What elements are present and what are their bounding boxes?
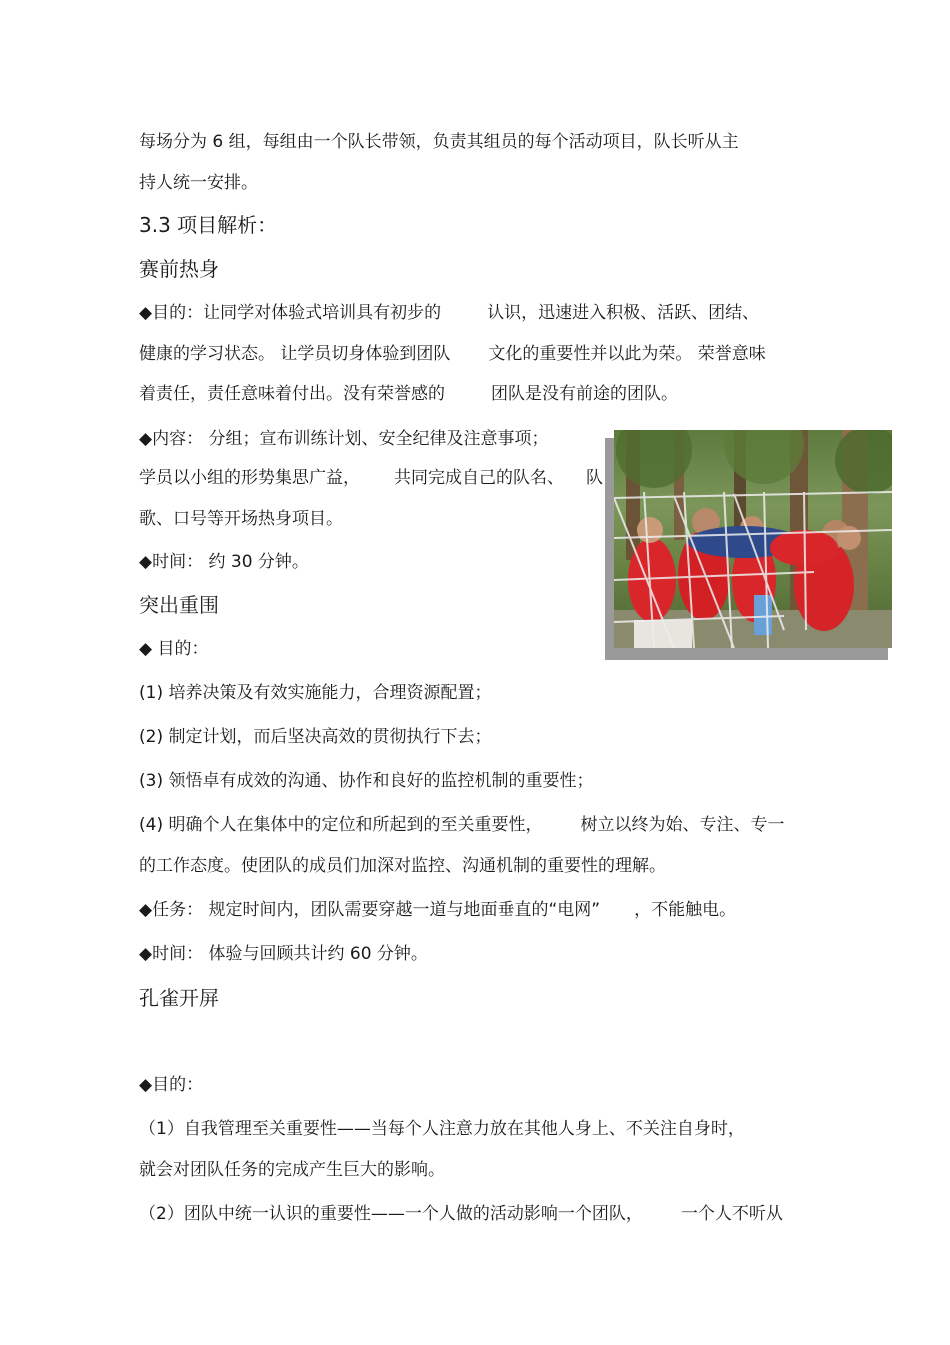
breakout-item-4a: (4) 明确个人在集体中的定位和所起到的至关重要性， bbox=[139, 815, 543, 835]
breakout-item-4-line-2: 的工作态度。使团队的成员们加深对监控、沟通机制的重要性的理解。 bbox=[139, 856, 666, 876]
warmup-goal-1b: 认识，迅速进入积极、活跃、团结、 bbox=[487, 303, 760, 323]
peacock-item-2a: （2）团队中统一认识的重要性——一个人做的活动影响一个团队， bbox=[139, 1204, 643, 1224]
warmup-goal-3b: 团队是没有前途的团队。 bbox=[491, 384, 678, 404]
team-net-photo bbox=[614, 430, 892, 648]
warmup-title: 赛前热身 bbox=[139, 257, 219, 281]
breakout-title: 突出重围 bbox=[139, 593, 219, 617]
warmup-goal-2b: 文化的重要性并以此为荣。 荣誉意味 bbox=[488, 344, 766, 364]
warmup-goal-line-3 bbox=[139, 383, 678, 405]
warmup-content-line-3: 歌、口号等开场热身项目。 bbox=[139, 509, 343, 529]
warmup-content-2b: 共同完成自己的队名、 bbox=[394, 468, 564, 488]
intro-line-2: 持人统一安排。 bbox=[139, 173, 258, 193]
peacock-item-2b: 一个人不听从 bbox=[680, 1204, 783, 1224]
warmup-goal-1a: ◆目的：让同学对体验式培训具有初步的 bbox=[139, 303, 442, 323]
breakout-task-a: ◆任务： 规定时间内，团队需要穿越一道与地面垂直的“电网” bbox=[139, 900, 601, 920]
warmup-goal-line-2 bbox=[139, 343, 766, 365]
breakout-task bbox=[139, 899, 736, 921]
warmup-content-line-1: ◆内容： 分组；宣布训练计划、安全纪律及注意事项； bbox=[139, 429, 549, 449]
breakout-task-b: ，不能触电。 bbox=[634, 900, 737, 920]
breakout-item-4b: 树立以终为始、专注、专一 bbox=[580, 815, 785, 835]
peacock-goal: ◆目的： bbox=[139, 1075, 204, 1095]
team-net-illustration bbox=[614, 430, 892, 648]
warmup-goal-2a: 健康的学习状态。 让学员切身体验到团队 bbox=[139, 344, 451, 364]
peacock-item-1-line-1: （1）自我管理至关重要性——当每个人注意力放在其他人身上、不关注自身时， bbox=[139, 1119, 745, 1139]
breakout-item-4-line-1 bbox=[139, 814, 784, 836]
breakout-item-2: (2) 制定计划，而后坚决高效的贯彻执行下去； bbox=[139, 727, 492, 747]
warmup-time: ◆时间： 约 30 分钟。 bbox=[139, 552, 309, 572]
breakout-item-3: (3) 领悟卓有成效的沟通、协作和良好的监控机制的重要性； bbox=[139, 771, 594, 791]
peacock-item-1-line-2: 就会对团队任务的完成产生巨大的影响。 bbox=[139, 1160, 445, 1180]
peacock-title: 孔雀开屏 bbox=[139, 986, 219, 1010]
warmup-content-2c: 队 bbox=[586, 468, 603, 488]
section-title: 3.3 项目解析： bbox=[139, 213, 278, 237]
warmup-content-line-2 bbox=[139, 467, 603, 489]
warmup-goal-line-1 bbox=[139, 302, 759, 324]
warmup-goal-3a: 着责任，责任意味着付出。没有荣誉感的 bbox=[139, 384, 445, 404]
breakout-goal: ◆ 目的： bbox=[139, 639, 209, 659]
peacock-item-2-line-1 bbox=[139, 1203, 783, 1225]
breakout-item-1: (1) 培养决策及有效实施能力，合理资源配置； bbox=[139, 683, 492, 703]
breakout-time: ◆时间： 体验与回顾共计约 60 分钟。 bbox=[139, 944, 428, 964]
warmup-content-2a: 学员以小组的形势集思广益， bbox=[139, 468, 360, 488]
intro-line-1: 每场分为 6 组，每组由一个队长带领，负责其组员的每个活动项目，队长听从主 bbox=[139, 132, 739, 152]
